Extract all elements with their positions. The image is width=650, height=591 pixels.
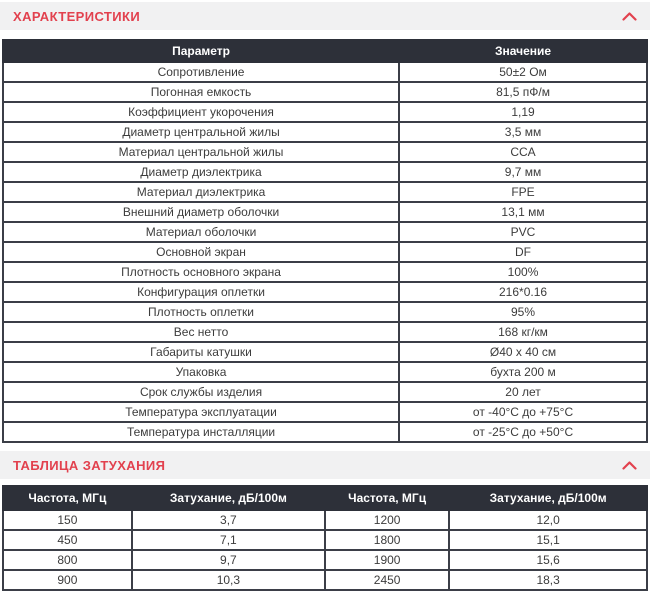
table-row (3, 550, 647, 570)
table-cell: 7,1 (132, 530, 325, 550)
table-cell: PVC (399, 222, 647, 242)
table-cell: Температура эксплуатации (3, 402, 399, 422)
table-cell: Конфигурация оплетки (3, 282, 399, 302)
table-cell: CCA (399, 142, 647, 162)
table-row (3, 510, 647, 530)
table-cell: от -25°С до +50°С (399, 422, 647, 442)
attenuation-table (2, 485, 648, 591)
table-row (3, 282, 647, 302)
table-cell: Габариты катушки (3, 342, 399, 362)
characteristics-accordion-header[interactable] (0, 2, 650, 30)
table-row (3, 402, 647, 422)
table-cell: Ø40 x 40 см (399, 342, 647, 362)
table-cell: Диаметр диэлектрика (3, 162, 399, 182)
table-cell: Плотность основного экрана (3, 262, 399, 282)
column-header-frequency-2: Частота, МГц (325, 486, 449, 510)
table-row (3, 62, 647, 82)
table-cell: Коэффициент укорочения (3, 102, 399, 122)
table-row (3, 302, 647, 322)
table-cell: 50±2 Ом (399, 62, 647, 82)
table-row (3, 262, 647, 282)
table-cell: Вес нетто (3, 322, 399, 342)
table-cell: 168 кг/км (399, 322, 647, 342)
table-row (3, 82, 647, 102)
table-cell: 1800 (325, 530, 449, 550)
characteristics-table-body (3, 62, 647, 442)
table-cell: 13,1 мм (399, 202, 647, 222)
table-row (3, 102, 647, 122)
table-cell: DF (399, 242, 647, 262)
characteristics-table-header (3, 40, 647, 62)
table-cell: Основной экран (3, 242, 399, 262)
table-cell: 3,7 (132, 510, 325, 530)
table-cell: 81,5 пФ/м (399, 82, 647, 102)
table-cell: 9,7 мм (399, 162, 647, 182)
table-row (3, 122, 647, 142)
table-cell: 150 (3, 510, 132, 530)
attenuation-table-body (3, 510, 647, 590)
table-cell: 15,1 (449, 530, 647, 550)
chevron-up-icon[interactable] (622, 461, 637, 470)
table-row (3, 422, 647, 442)
table-cell: 3,5 мм (399, 122, 647, 142)
table-cell: 12,0 (449, 510, 647, 530)
table-row (3, 342, 647, 362)
table-cell: Сопротивление (3, 62, 399, 82)
table-cell: 18,3 (449, 570, 647, 590)
table-cell: 1900 (325, 550, 449, 570)
column-header-frequency-1: Частота, МГц (3, 486, 132, 510)
table-row (3, 322, 647, 342)
table-cell: FPE (399, 182, 647, 202)
table-cell: Срок службы изделия (3, 382, 399, 402)
characteristics-section-title: ХАРАКТЕРИСТИКИ (13, 8, 141, 24)
table-cell: Материал диэлектрика (3, 182, 399, 202)
table-cell: 1,19 (399, 102, 647, 122)
table-row (3, 362, 647, 382)
table-cell: 1200 (325, 510, 449, 530)
attenuation-table-header (3, 486, 647, 510)
table-cell: 216*0.16 (399, 282, 647, 302)
table-cell: 9,7 (132, 550, 325, 570)
table-row (3, 530, 647, 550)
table-cell: 20 лет (399, 382, 647, 402)
table-cell: Материал центральной жилы (3, 142, 399, 162)
table-cell: 100% (399, 262, 647, 282)
table-cell: бухта 200 м (399, 362, 647, 382)
table-row (3, 222, 647, 242)
table-cell: 15,6 (449, 550, 647, 570)
table-row (3, 182, 647, 202)
characteristics-table (2, 39, 648, 443)
attenuation-accordion-header[interactable] (0, 451, 650, 479)
table-cell: 450 (3, 530, 132, 550)
table-row (3, 242, 647, 262)
table-row (3, 570, 647, 590)
table-cell: Диаметр центральной жилы (3, 122, 399, 142)
table-cell: от -40°С до +75°С (399, 402, 647, 422)
table-cell: Упаковка (3, 362, 399, 382)
column-header-attenuation-1: Затухание, дБ/100м (132, 486, 325, 510)
attenuation-section-title: ТАБЛИЦА ЗАТУХАНИЯ (13, 457, 166, 473)
column-header-value: Значение (399, 40, 647, 62)
table-cell: 900 (3, 570, 132, 590)
table-cell: 95% (399, 302, 647, 322)
table-cell: Температура инсталляции (3, 422, 399, 442)
column-header-attenuation-2: Затухание, дБ/100м (449, 486, 647, 510)
table-cell: 10,3 (132, 570, 325, 590)
table-cell: Материал оболочки (3, 222, 399, 242)
column-header-parameter: Параметр (3, 40, 399, 62)
table-cell: 2450 (325, 570, 449, 590)
table-row (3, 382, 647, 402)
table-cell: Погонная емкость (3, 82, 399, 102)
table-row (3, 202, 647, 222)
table-row (3, 162, 647, 182)
table-cell: Плотность оплетки (3, 302, 399, 322)
table-row (3, 142, 647, 162)
chevron-up-icon[interactable] (622, 12, 637, 21)
table-cell: 800 (3, 550, 132, 570)
table-cell: Внешний диаметр оболочки (3, 202, 399, 222)
